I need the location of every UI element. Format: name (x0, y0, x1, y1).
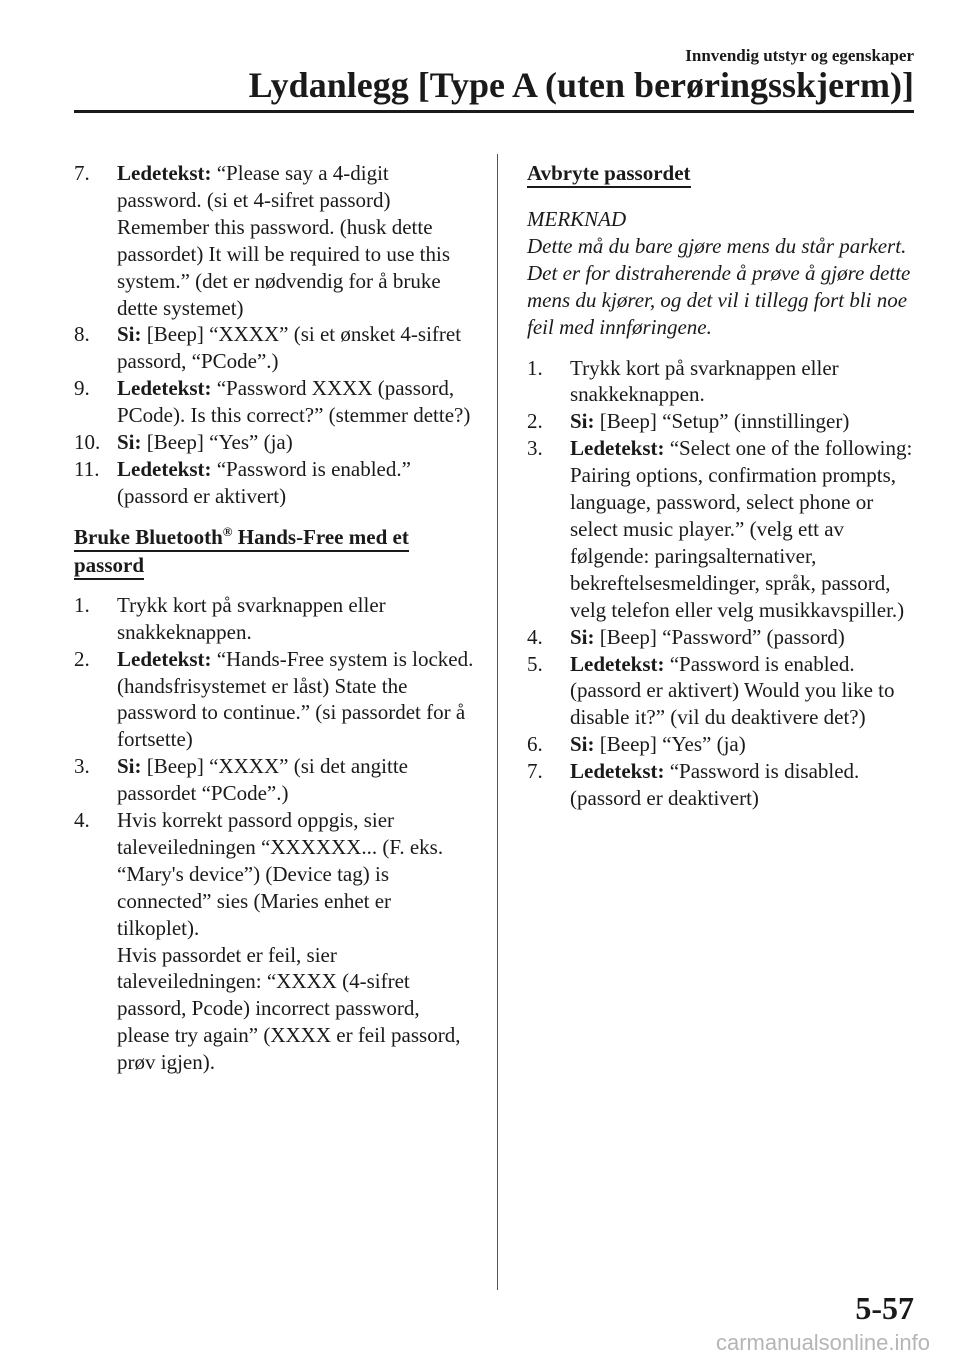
list-item (74, 375, 474, 429)
step-text: Trykk kort på svarknappen eller snakkeknappen. (570, 355, 839, 407)
list-item (74, 807, 474, 1076)
step-number: 11. (74, 456, 100, 481)
list-item (74, 429, 474, 456)
step-text: “Password is disabled. (passord er deaktivert) (570, 759, 860, 811)
step-text: “Password is enabled.” (passord er aktivert) (117, 456, 411, 508)
step-text: “Password XXXX (passord, PCode). Is this correct?” (stemmer dette?) (117, 376, 471, 428)
step-text: [Beep] “XXXX” (si et ønsket 4-sifret passord, “PCode”.) (117, 322, 462, 374)
step-text: [Beep] “Yes” (ja) (594, 732, 746, 757)
list-item (527, 355, 922, 409)
step-text: “Select one of the following: Pairing options, confirmation prompts, language, password, select phone or select music player.” (velg ett av følgende: paringsalternativer, bekreftelsesmeldinger, språk, passord, velg telefon eller velg musikkavspiller.) (570, 436, 913, 622)
step-keyword: Ledetekst: (117, 161, 212, 185)
list-item (527, 651, 922, 732)
step-number: 2. (74, 646, 90, 671)
list-item (74, 753, 474, 807)
step-keyword: Si: (117, 430, 142, 455)
step-number: 3. (527, 436, 543, 461)
registered-mark: ® (222, 523, 233, 539)
heading-text: Bruke Bluetooth (74, 524, 223, 549)
step-number: 3. (74, 754, 90, 779)
step-number: 8. (74, 322, 90, 347)
step-text: “Please say a 4-digit password. (si et 4-sifret passord) Remember this password. (husk dette passordet) It will be required to use this system.” (det er nødvendig for å bruke dette systemet) (117, 161, 451, 320)
header-section-label: Innvendig utstyr og egenskaper (685, 46, 914, 65)
step-number: 4. (527, 624, 543, 649)
step-keyword: Ledetekst: (117, 646, 212, 671)
heading-text: Avbryte passordet (527, 160, 691, 188)
step-number: 2. (527, 409, 543, 434)
steps-list-use-password (74, 592, 474, 1076)
step-number: 7. (527, 759, 543, 784)
step-number: 1. (74, 592, 90, 617)
step-text-extra: Hvis passordet er feil, sier taleveiledningen: “XXXX (4-sifret passord, Pcode) incorrect password, please try again” (XXXX er feil passord, prøv igjen). (117, 942, 461, 1075)
list-item (527, 624, 922, 651)
step-number: 5. (527, 651, 543, 676)
section-heading-cancel-password (527, 160, 922, 188)
step-text: Trykk kort på svarknappen eller snakkeknappen. (117, 592, 386, 644)
page-number: 5-57 (855, 1290, 914, 1326)
step-text: “Password is enabled. (passord er aktivert) Would you like to disable it?” (vil du deaktivere det?) (570, 651, 895, 730)
step-keyword: Ledetekst: (570, 436, 665, 461)
list-item (527, 758, 922, 812)
step-keyword: Si: (117, 322, 142, 347)
page-title: Lydanlegg [Type A (uten berøringsskjerm)] (248, 65, 914, 105)
step-text: [Beep] “Password” (passord) (594, 624, 845, 649)
list-item (74, 646, 474, 754)
list-item (74, 456, 474, 510)
step-number: 6. (527, 732, 543, 757)
step-number: 9. (74, 376, 90, 401)
left-column (74, 160, 474, 1076)
list-item (74, 321, 474, 375)
watermark: carmanualsonline.info (715, 1330, 930, 1355)
list-item (74, 160, 474, 321)
list-item (527, 731, 922, 758)
note-title: MERKNAD (527, 207, 627, 231)
steps-list-cancel-password (527, 355, 922, 812)
header-rule (74, 110, 914, 113)
steps-list-password-setup (74, 160, 474, 510)
step-keyword: Si: (117, 754, 142, 779)
step-text: [Beep] “Setup” (innstillinger) (594, 409, 850, 434)
column-divider (497, 154, 498, 1290)
step-number: 7. (74, 161, 90, 185)
step-keyword: Ledetekst: (570, 651, 665, 676)
step-keyword: Si: (570, 409, 595, 434)
step-number: 1. (527, 355, 543, 380)
list-item (74, 592, 474, 646)
step-text: Hvis korrekt passord oppgis, sier taleveiledningen “XXXXXX... (F. eks. “Mary's device”) (Device tag) is connected” sies (Maries enhet er tilkoplet). (117, 808, 444, 940)
step-text: “Hands-Free system is locked. (handsfrisystemet er låst) State the password to continue.” (si passordet for å fortsette) (117, 646, 474, 752)
step-keyword: Si: (570, 624, 595, 649)
heading-line-1 (74, 524, 409, 552)
list-item (527, 408, 922, 435)
step-keyword: Ledetekst: (570, 759, 665, 784)
note-body: Dette må du bare gjøre mens du står parkert. Det er for distraherende å prøve å gjøre dette mens du kjører, og det vil i tillegg fort bli noe feil med innføringene. (527, 233, 911, 339)
step-keyword: Ledetekst: (117, 456, 212, 481)
step-keyword: Si: (570, 732, 595, 757)
step-text: [Beep] “XXXX” (si det angitte passordet “PCode”.) (117, 754, 409, 806)
section-heading-bluetooth-password (74, 524, 474, 580)
heading-line-2: passord (74, 552, 144, 580)
heading-text-rest: Hands-Free med et (232, 524, 409, 549)
step-keyword: Ledetekst: (117, 376, 212, 401)
step-text: [Beep] “Yes” (ja) (141, 430, 293, 455)
step-number: 4. (74, 808, 90, 833)
list-item (527, 435, 922, 623)
step-number: 10. (74, 430, 101, 455)
right-column (527, 160, 922, 812)
